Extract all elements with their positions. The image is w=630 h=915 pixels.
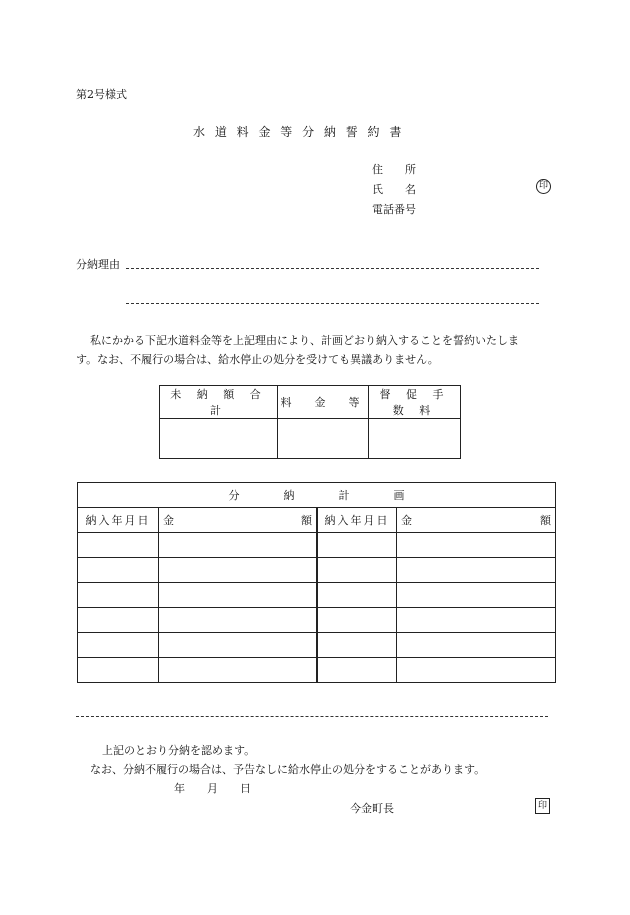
fee-cell-charges xyxy=(278,419,369,459)
official-seal-icon: 印 xyxy=(535,798,550,814)
seal-icon: 印 xyxy=(536,179,551,194)
name-label: 氏 名 xyxy=(372,183,416,196)
plan-date-header-right: 納入年月日 xyxy=(317,508,397,533)
phone-label: 電話番号 xyxy=(372,203,416,216)
plan-row xyxy=(78,533,556,558)
reason-line-2 xyxy=(126,303,539,304)
fee-header-charges: 料 金 等 xyxy=(278,386,369,419)
plan-row xyxy=(78,658,556,683)
installment-plan-table xyxy=(77,482,556,683)
fee-cell-unpaid-total xyxy=(160,419,278,459)
plan-row xyxy=(78,633,556,658)
approval-line-2: なお、分納不履行の場合は、予告なしに給水停止の処分をすることがあります。 xyxy=(90,763,486,776)
approval-line-1: 上記のとおり分納を認めます。 xyxy=(102,744,256,757)
cut-line xyxy=(76,716,548,717)
reason-label: 分納理由 xyxy=(76,258,120,271)
plan-amount-header-right: 金 額 xyxy=(397,508,556,533)
approval-date: 年 月 日 xyxy=(174,782,251,795)
plan-row xyxy=(78,608,556,633)
fee-cell-reminder-fee xyxy=(369,419,461,459)
plan-date-header-left: 納入年月日 xyxy=(78,508,159,533)
plan-row xyxy=(78,583,556,608)
approval-authority: 今金町長 xyxy=(350,802,394,815)
address-label: 住 所 xyxy=(372,163,416,176)
plan-title: 分 納 計 画 xyxy=(78,483,556,508)
pledge-text-line-2: す。なお、不履行の場合は、給水停止の処分を受けても異議ありません。 xyxy=(76,353,439,366)
reason-line-1 xyxy=(126,268,539,269)
plan-row xyxy=(78,558,556,583)
pledge-text-line-1: 私にかかる下記水道料金等を上記理由により、計画どおり納入することを誓約いたしま xyxy=(90,334,519,347)
fee-header-reminder-fee: 督 促 手 数 料 xyxy=(369,386,461,419)
fee-summary-table xyxy=(159,385,461,459)
form-number: 第2号様式 xyxy=(76,88,127,101)
document-title: 水 道 料 金 等 分 納 誓 約 書 xyxy=(193,125,405,139)
plan-amount-header-left: 金 額 xyxy=(159,508,318,533)
fee-header-unpaid-total: 未 納 額 合 計 xyxy=(160,386,278,419)
